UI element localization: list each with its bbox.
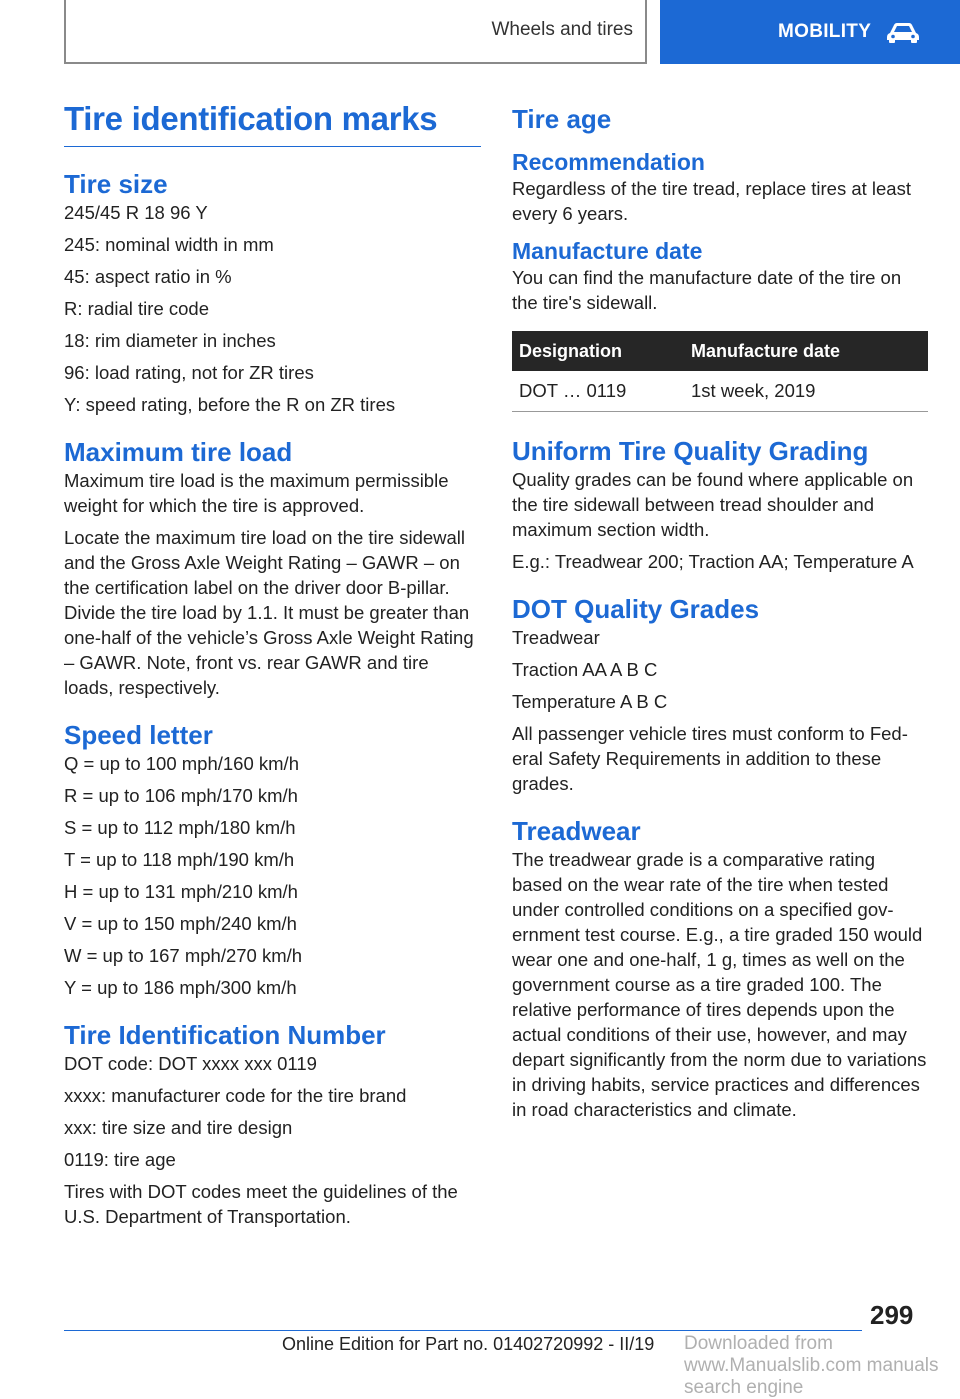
tire-size-line: 245: nominal width in mm [64,234,274,255]
tin-line: xxxx: manufacturer code for the tire brand [64,1085,407,1106]
speed-letter-line: W = up to 167 mph/270 km/h [64,945,303,966]
watermark: Downloaded from www.Manualslib.com manuals search engine [684,1333,939,1398]
page-title: Tire identification marks [64,100,481,147]
speed-letter-line: Q = up to 100 mph/160 km/h [64,753,299,774]
dot-grades-line: Traction AA A B C [512,659,658,680]
speed-letter-line: H = up to 131 mph/210 km/h [64,881,298,902]
speed-letter-line: T = up to 118 mph/190 km/h [64,849,295,870]
utqg-paragraph: Quality grades can be found where applicable on the tire sidewall between tread shoulder and maximum section width. [512,469,914,540]
tin-line: DOT code: DOT xxxx xxx 0119 [64,1053,317,1074]
tin-note: Tires with DOT codes meet the guidelines of the U.S. Department of Transportation. [64,1181,458,1227]
utqg-section [512,436,928,574]
table-cell: DOT … 0119 [512,371,684,412]
dot-grades-line: Temperature A B C [512,691,668,712]
header-chapter-label: MOBILITY [778,21,872,42]
max-load-paragraph: Maximum tire load is the maximum permissible weight for which the tire is approved. [64,470,449,516]
tire-size-line: R: radial tire code [64,298,209,319]
header-section-box [64,0,647,64]
page-number: 299 [870,1300,914,1330]
tire-size-heading: Tire size [64,169,168,199]
table-header-row [512,331,928,371]
tire-size-line: 96: load rating, not for ZR tires [64,362,314,383]
recommendation-text: Regardless of the tire tread, replace tires at least every 6 years. [512,178,911,224]
tin-section [64,1020,481,1229]
table-header-cell: Manufacture date [684,331,928,371]
dot-grades-heading: DOT Quality Grades [512,594,760,624]
max-load-section [64,437,481,700]
table-cell: 1st week, 2019 [684,371,928,412]
utqg-heading: Uniform Tire Quality Grading [512,436,869,466]
edition-note: Online Edition for Part no. 01402720992 - II/19 [282,1334,655,1354]
tire-size-line: Y: speed rating, before the R on ZR tires [64,394,396,415]
dot-grades-section [512,594,928,796]
recommendation-heading: Recommendation [512,149,705,175]
speed-letter-heading: Speed letter [64,720,213,750]
header-section-title: Wheels and tires [491,19,633,40]
dot-grades-note: All passenger vehicle tires must conform to Federal Safety Requirements in addition to these grades. [512,723,908,794]
tin-line: 0119: tire age [64,1149,176,1170]
speed-letter-line: V = up to 150 mph/240 km/h [64,913,297,934]
speed-letter-line: Y = up to 186 mph/300 km/h [64,977,297,998]
tin-heading: Tire Identification Number [64,1020,386,1050]
manufacture-date-text: You can find the manufacture date of the tire on the tire's sidewall. [512,267,902,313]
treadwear-heading: Treadwear [512,816,641,846]
car-icon [885,21,921,43]
header-chapter-tab[interactable] [660,0,960,64]
utqg-paragraph: E.g.: Treadwear 200; Traction AA; Temperature A [512,551,914,572]
treadwear-text: The treadwear grade is a comparative rating based on the wear rate of the tire when tested under controlled conditions on a specified government test course. E.g., a tire graded 150 would wear one and one-half, 1 g, times as well on the government course as a tire graded 100. The relative performance of tires depends upon the actual conditions of their use, however, and may depart significantly from the norm due to variations in driving habits, service practices and differences in road characteristics and climate. [512,849,927,1120]
tire-size-line: 245/45 R 18 96 Y [64,202,208,223]
treadwear-section [512,816,928,1122]
manufacture-date-table [512,331,928,412]
speed-letter-line: R = up to 106 mph/170 km/h [64,785,298,806]
tire-size-line: 18: rim diameter in inches [64,330,276,351]
tire-size-line: 45: aspect ratio in % [64,266,232,287]
speed-letter-line: S = up to 112 mph/180 km/h [64,817,296,838]
right-column [512,104,928,1122]
dot-grades-line: Treadwear [512,627,600,648]
left-column [64,100,481,1229]
manufacture-date-heading: Manufacture date [512,238,703,264]
max-load-heading: Maximum tire load [64,437,293,467]
speed-letter-section [64,720,481,1000]
max-load-paragraph: Locate the maximum tire load on the tire sidewall and the Gross Axle Weight Rating – GAWR – on the certification label on the driver door B-pillar. Divide the tire load by 1.1. It must be greater than one-half of the vehicle’s Gross Axle Weight Rating – GAWR. Note, front vs. rear GAWR and tire loads, respectively. [64,527,474,698]
tire-age-heading: Tire age [512,104,612,134]
tin-line: xxx: tire size and tire design [64,1117,293,1138]
tire-size-section [64,169,481,417]
table-row [512,371,928,412]
footer-divider [64,1330,862,1331]
table-header-cell: Designation [512,331,684,371]
